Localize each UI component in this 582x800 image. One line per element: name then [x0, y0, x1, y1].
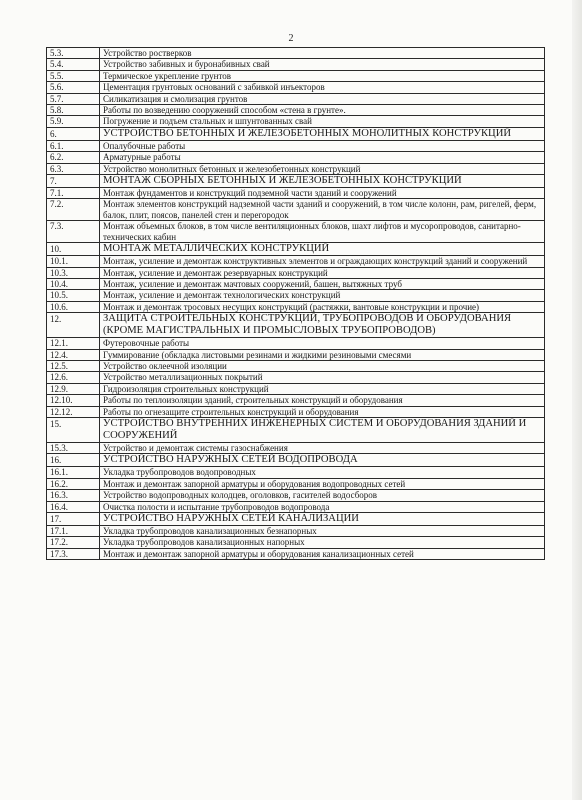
work-description: Укладка трубопроводов водопроводных [100, 467, 545, 478]
item-number: 5.4. [47, 59, 100, 70]
section-row [47, 127, 545, 140]
table-row [47, 278, 545, 289]
table-row [47, 290, 545, 301]
table-row [47, 490, 545, 501]
item-number: 12.9. [47, 383, 100, 394]
table-row [47, 395, 545, 406]
item-number: 10.4. [47, 278, 100, 289]
table-row [47, 116, 545, 127]
work-description: Монтаж элементов конструкций надземной части зданий и сооружений, в том числе колонн, рам, ригелей, ферм, балок, плит, поясов, панелей стен и перегородок [100, 199, 545, 221]
item-number: 16.1. [47, 467, 100, 478]
section-row [47, 513, 545, 526]
work-description: Работы по огнезащите строительных конструкций и оборудования [100, 406, 545, 417]
table-row [47, 383, 545, 394]
item-number: 5.7. [47, 93, 100, 104]
item-number: 12.6. [47, 372, 100, 383]
table-row [47, 478, 545, 489]
section-title: МОНТАЖ МЕТАЛЛИЧЕСКИХ КОНСТРУКЦИЙ [100, 243, 545, 256]
table-row [47, 467, 545, 478]
section-row [47, 454, 545, 467]
section-title: УСТРОЙСТВО БЕТОННЫХ И ЖЕЛЕЗОБЕТОННЫХ МОНОЛИТНЫХ КОНСТРУКЦИЙ [100, 127, 545, 140]
item-number: 17.1. [47, 526, 100, 537]
item-number: 6.1. [47, 140, 100, 151]
item-number: 5.5. [47, 70, 100, 81]
item-number: 16.3. [47, 490, 100, 501]
table-row [47, 59, 545, 70]
table-row [47, 163, 545, 174]
work-description: Гуммирование (обкладка листовыми резинами и жидкими резиновыми смесями [100, 349, 545, 360]
table-row [47, 526, 545, 537]
item-number: 17.3. [47, 548, 100, 559]
item-number: 7.1. [47, 188, 100, 199]
work-description: Работы по возведению сооружений способом «стена в грунте». [100, 105, 545, 116]
table-row [47, 70, 545, 81]
table-row [47, 221, 545, 243]
page-number: 2 [288, 33, 294, 44]
item-number: 12. [47, 313, 100, 338]
item-number: 12.4. [47, 349, 100, 360]
item-number: 5.3. [47, 48, 100, 59]
section-title: ЗАЩИТА СТРОИТЕЛЬНЫХ КОНСТРУКЦИЙ, ТРУБОПРОВОДОВ И ОБОРУДОВАНИЯ (КРОМЕ МАГИСТРАЛЬНЫХ И ПРОМЫСЛОВЫХ ТРУБОПРОВОДОВ) [100, 313, 545, 338]
item-number: 12.1. [47, 338, 100, 349]
table-row [47, 105, 545, 116]
item-number: 12.10. [47, 395, 100, 406]
work-description: Монтаж и демонтаж запорной арматуры и оборудования канализационных сетей [100, 548, 545, 559]
work-description: Монтаж, усиление и демонтаж конструктивных элементов и ограждающих конструкций зданий и сооружений [100, 256, 545, 267]
work-description: Арматурные работы [100, 152, 545, 163]
item-number: 16.2. [47, 478, 100, 489]
work-description: Устройство и демонтаж системы газоснабжения [100, 442, 545, 453]
section-title: УСТРОЙСТВО НАРУЖНЫХ СЕТЕЙ ВОДОПРОВОДА [100, 454, 545, 467]
work-description: Монтаж, усиление и демонтаж резервуарных конструкций [100, 267, 545, 278]
item-number: 10.5. [47, 290, 100, 301]
work-description: Монтаж и демонтаж тросовых несущих конструкций (растяжки, вантовые конструкции и прочие) [100, 301, 545, 312]
work-description: Монтаж и демонтаж запорной арматуры и оборудования водопроводных сетей [100, 478, 545, 489]
work-description: Термическое укрепление грунтов [100, 70, 545, 81]
table-row [47, 256, 545, 267]
table-row [47, 537, 545, 548]
table-row [47, 372, 545, 383]
table-row [47, 406, 545, 417]
work-description: Устройство водопроводных колодцев, оголовков, гасителей водосборов [100, 490, 545, 501]
item-number: 10.6. [47, 301, 100, 312]
page-edge-shadow [572, 0, 582, 800]
table-row [47, 442, 545, 453]
work-description: Гидроизоляция строительных конструкций [100, 383, 545, 394]
item-number: 15.3. [47, 442, 100, 453]
work-types-table [46, 47, 545, 560]
table-row [47, 301, 545, 312]
section-row [47, 175, 545, 188]
item-number: 7.2. [47, 199, 100, 221]
item-number: 7.3. [47, 221, 100, 243]
item-number: 10. [47, 243, 100, 256]
table-row [47, 199, 545, 221]
item-number: 12.12. [47, 406, 100, 417]
section-row [47, 417, 545, 442]
item-number: 6.3. [47, 163, 100, 174]
table-row [47, 140, 545, 151]
table-row [47, 152, 545, 163]
item-number: 15. [47, 417, 100, 442]
item-number: 5.8. [47, 105, 100, 116]
table-row [47, 93, 545, 104]
table-row [47, 360, 545, 371]
work-description: Силикатизация и смолизация грунтов [100, 93, 545, 104]
item-number: 6.2. [47, 152, 100, 163]
work-description: Укладка трубопроводов канализационных напорных [100, 537, 545, 548]
item-number: 12.5. [47, 360, 100, 371]
work-description: Цементация грунтовых оснований с забивкой инъекторов [100, 82, 545, 93]
work-description: Опалубочные работы [100, 140, 545, 151]
item-number: 10.3. [47, 267, 100, 278]
item-number: 17. [47, 513, 100, 526]
work-description: Монтаж, усиление и демонтаж мачтовых сооружений, башен, вытяжных труб [100, 278, 545, 289]
work-description: Устройство забивных и буронабивных свай [100, 59, 545, 70]
section-row [47, 313, 545, 338]
section-title: УСТРОЙСТВО ВНУТРЕННИХ ИНЖЕНЕРНЫХ СИСТЕМ И ОБОРУДОВАНИЯ ЗДАНИЙ И СООРУЖЕНИЙ [100, 417, 545, 442]
item-number: 16. [47, 454, 100, 467]
work-description: Погружение и подъем стальных и шпунтованных свай [100, 116, 545, 127]
item-number: 17.2. [47, 537, 100, 548]
work-description: Работы по теплоизоляции зданий, строительных конструкций и оборудования [100, 395, 545, 406]
work-description: Устройство ростверков [100, 48, 545, 59]
work-description: Монтаж фундаментов и конструкций подземной части зданий и сооружений [100, 188, 545, 199]
item-number: 10.1. [47, 256, 100, 267]
work-description: Устройство монолитных бетонных и железобетонных конструкций [100, 163, 545, 174]
table-row [47, 349, 545, 360]
table-row [47, 548, 545, 559]
table-row [47, 82, 545, 93]
work-description: Устройство оклеечной изоляции [100, 360, 545, 371]
item-number: 16.4. [47, 501, 100, 512]
work-description: Укладка трубопроводов канализационных безнапорных [100, 526, 545, 537]
table-row [47, 501, 545, 512]
table-row [47, 48, 545, 59]
item-number: 5.6. [47, 82, 100, 93]
table-row [47, 338, 545, 349]
work-description: Очистка полости и испытание трубопроводов водопровода [100, 501, 545, 512]
work-description: Устройство металлизационных покрытий [100, 372, 545, 383]
item-number: 7. [47, 175, 100, 188]
table-body [47, 48, 545, 560]
item-number: 6. [47, 127, 100, 140]
work-description: Монтаж объемных блоков, в том числе вентиляционных блоков, шахт лифтов и мусоропроводов, санитарно-технических кабин [100, 221, 545, 243]
work-description: Монтаж, усиление и демонтаж технологических конструкций [100, 290, 545, 301]
table-row [47, 267, 545, 278]
table-row [47, 188, 545, 199]
section-title: МОНТАЖ СБОРНЫХ БЕТОННЫХ И ЖЕЛЕЗОБЕТОННЫХ КОНСТРУКЦИЙ [100, 175, 545, 188]
section-row [47, 243, 545, 256]
section-title: УСТРОЙСТВО НАРУЖНЫХ СЕТЕЙ КАНАЛИЗАЦИИ [100, 513, 545, 526]
item-number: 5.9. [47, 116, 100, 127]
work-description: Футеровочные работы [100, 338, 545, 349]
